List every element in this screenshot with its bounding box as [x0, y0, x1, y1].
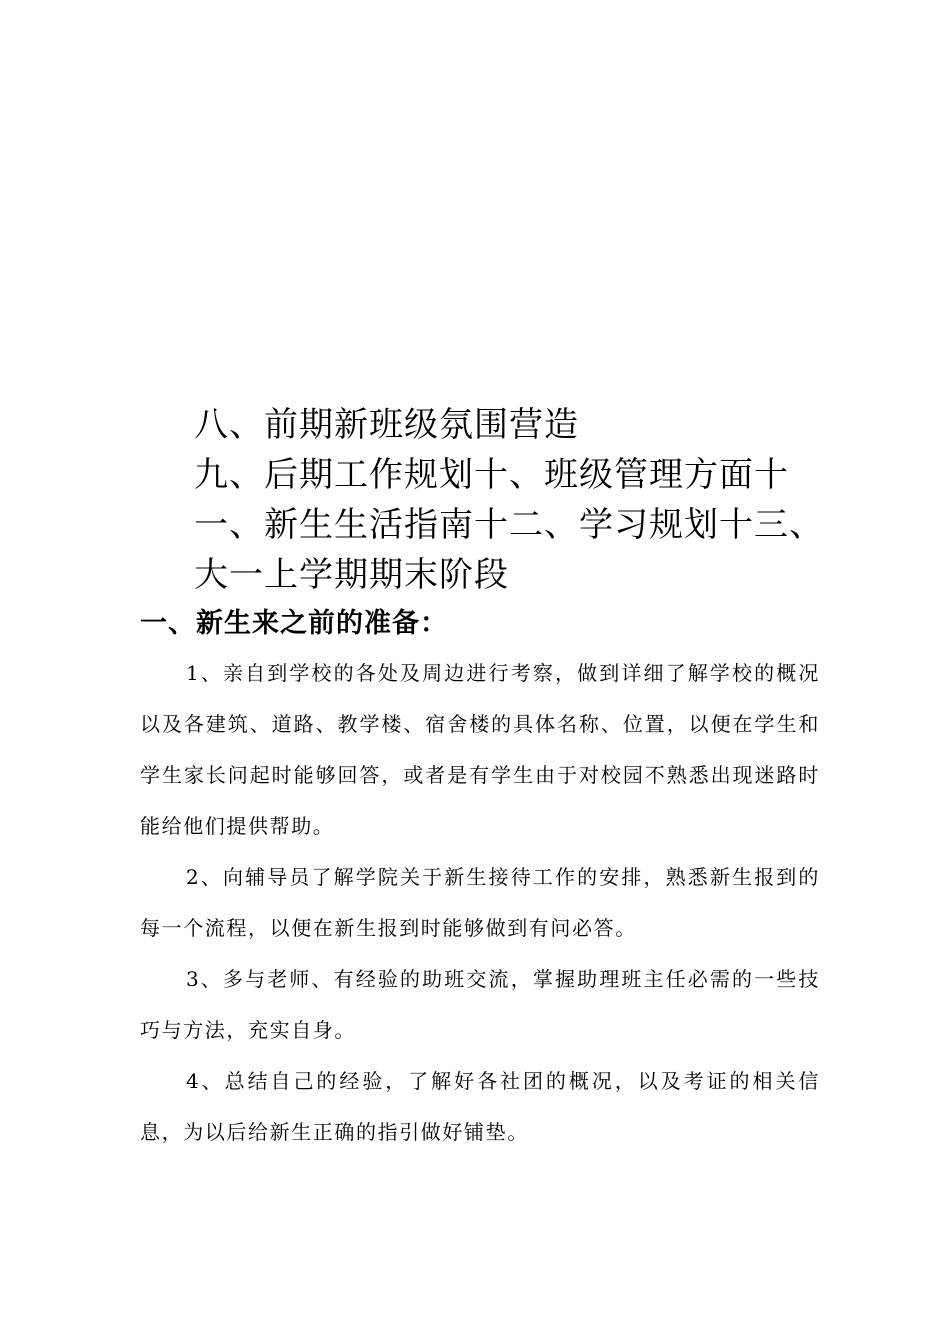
- paragraph-1: 1、亲自到学校的各处及周边进行考察，做到详细了解学校的概况以及各建筑、道路、教学楼、宿舍楼的具体名称、位置，以便在学生和学生家长问起时能够回答，或者是有学生由于对校园不熟悉出现迷路时能给他们提供帮助。: [140, 661, 820, 838]
- toc-line: 九、后期工作规划十、班级管理方面十: [194, 455, 789, 495]
- section-body: [140, 648, 820, 1158]
- paragraph-3: 3、多与老师、有经验的助班交流，掌握助理班主任必需的一些技巧与方法，充实自身。: [140, 967, 820, 1042]
- table-of-contents: [194, 400, 824, 600]
- section-heading: 一、新生来之前的准备：: [140, 608, 448, 639]
- toc-line: 一、新生生活指南十二、学习规划十三、: [194, 505, 824, 545]
- paragraph-2: 2、向辅导员了解学院关于新生接待工作的安排，熟悉新生报到的每一个流程，以便在新生报到时能够做到有问必答。: [140, 865, 820, 940]
- paragraph-4: 4、总结自己的经验，了解好各社团的概况，以及考证的相关信息，为以后给新生正确的指引做好铺垫。: [140, 1069, 820, 1144]
- toc-line: 大一上学期期末阶段: [194, 555, 509, 595]
- toc-line: 八、前期新班级氛围营造: [194, 405, 579, 445]
